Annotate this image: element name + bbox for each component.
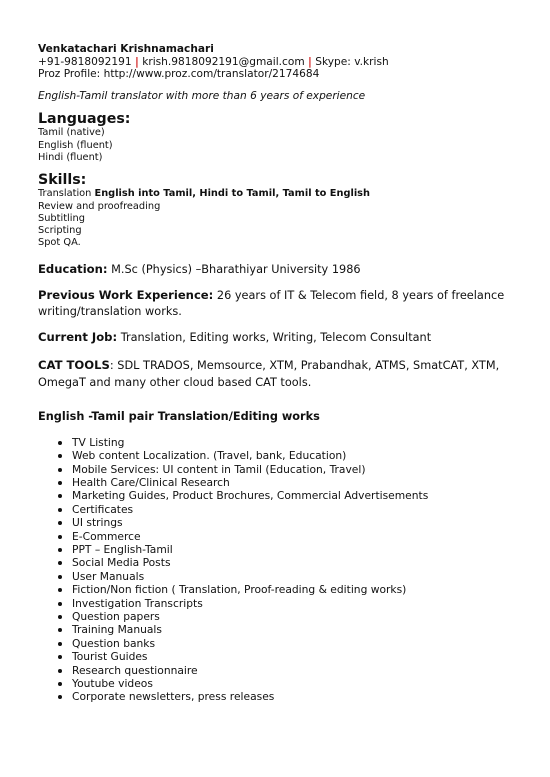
list-item <box>38 556 518 569</box>
works-list <box>38 436 518 704</box>
list-item-text: Question banks <box>72 636 156 650</box>
list-item-text: User Manuals <box>72 569 145 583</box>
list-item-text: Web content Localization. (Travel, bank, Education) <box>72 449 347 463</box>
skill-item: Review and proofreading <box>38 200 161 212</box>
bullet-icon <box>58 695 62 699</box>
separator-1: | <box>134 55 139 68</box>
bullet-icon <box>58 481 62 485</box>
list-item <box>38 690 518 703</box>
list-item <box>38 543 518 556</box>
list-item <box>38 449 518 462</box>
list-item-text: Certificates <box>72 502 134 516</box>
list-item-text: UI strings <box>72 516 123 530</box>
bullet-icon <box>58 602 62 606</box>
language-item: Tamil (native) <box>38 127 105 139</box>
bullet-icon <box>58 494 62 498</box>
translation-prefix: Translation <box>38 188 92 200</box>
current-job-value: Translation, Editing works, Writing, Telecom Consultant <box>120 331 432 345</box>
list-item <box>38 436 518 449</box>
list-item-text: Tourist Guides <box>72 650 148 664</box>
current-job-line <box>38 330 518 346</box>
experience-value: 26 years of IT & Telecom field, 8 years of freelance writing/translation works. <box>38 289 505 318</box>
list-item-text: Training Manuals <box>72 623 162 637</box>
list-item-text: Youtube videos <box>72 677 153 691</box>
list-item-text: Fiction/Non fiction ( Translation, Proof-reading & editing works) <box>72 583 407 597</box>
bullet-icon <box>58 669 62 673</box>
education-label: Education: <box>38 261 108 276</box>
bullet-icon <box>58 642 62 646</box>
experience-label: Previous Work Experience: <box>38 288 214 303</box>
skills-heading: Skills: <box>38 172 87 189</box>
bullet-icon <box>58 441 62 445</box>
bullet-icon <box>58 615 62 619</box>
skill-item: Spot QA. <box>38 237 81 249</box>
list-item-text: Research questionnaire <box>72 663 198 677</box>
list-item <box>38 583 518 596</box>
bullet-icon <box>58 468 62 472</box>
list-item-text: Corporate newsletters, press releases <box>72 690 275 704</box>
skype-id: Skype: v.krish <box>315 55 389 68</box>
education-value: M.Sc (Physics) –Bharathiyar University 1986 <box>111 262 361 276</box>
contact-line <box>38 56 518 69</box>
bullet-icon <box>58 628 62 632</box>
cat-tools-label: CAT TOOLS <box>38 357 110 372</box>
list-item <box>38 516 518 529</box>
skill-item: Scripting <box>38 225 82 237</box>
list-item-text: Mobile Services: UI content in Tamil (Education, Travel) <box>72 462 366 476</box>
language-item: Hindi (fluent) <box>38 151 103 163</box>
languages-heading: Languages: <box>38 111 131 128</box>
bullet-icon <box>58 548 62 552</box>
list-item <box>38 677 518 690</box>
bullet-icon <box>58 508 62 512</box>
resume-page <box>38 43 518 704</box>
list-item-text: Social Media Posts <box>72 556 171 570</box>
bullet-icon <box>58 454 62 458</box>
list-item <box>38 570 518 583</box>
list-item-text: TV Listing <box>72 435 125 449</box>
list-item <box>38 489 518 502</box>
list-item <box>38 597 518 610</box>
bullet-icon <box>58 682 62 686</box>
list-item-text: PPT – English-Tamil <box>72 543 173 556</box>
list-item <box>38 623 518 636</box>
cat-tools-line <box>38 357 518 391</box>
bullet-icon <box>58 575 62 579</box>
list-item <box>38 664 518 677</box>
translation-skill <box>38 188 518 200</box>
bullet-icon <box>58 521 62 525</box>
bullet-icon <box>58 588 62 592</box>
list-item <box>38 637 518 650</box>
list-item-text: Marketing Guides, Product Brochures, Commercial Advertisements <box>72 489 429 503</box>
list-item-text: E-Commerce <box>72 529 141 543</box>
language-item: English (fluent) <box>38 139 113 151</box>
works-heading: English -Tamil pair Translation/Editing works <box>38 409 320 423</box>
list-item-text: Question papers <box>72 610 160 624</box>
tagline: English-Tamil translator with more than 6 years of experience <box>38 89 366 102</box>
email-address: krish.9818092191@gmail.com <box>142 55 305 68</box>
bullet-icon <box>58 655 62 659</box>
list-item-text: Investigation Transcripts <box>72 596 203 610</box>
current-job-label: Current Job: <box>38 330 118 345</box>
proz-profile: Proz Profile: http://www.proz.com/translator/2174684 <box>38 68 320 81</box>
cat-tools-value: : SDL TRADOS, Memsource, XTM, Prabandhak, ATMS, SmatCAT, XTM, OmegaT and many other cloud based CAT tools. <box>38 358 500 389</box>
list-item <box>38 503 518 516</box>
list-item-text: Health Care/Clinical Research <box>72 475 230 489</box>
list-item <box>38 463 518 476</box>
education-line <box>38 262 518 278</box>
candidate-name: Venkatachari Krishnamachari <box>38 43 214 55</box>
list-item <box>38 650 518 663</box>
bullet-icon <box>58 561 62 565</box>
separator-2: | <box>308 55 312 68</box>
experience-line <box>38 288 518 319</box>
translation-pairs: English into Tamil, Hindi to Tamil, Tamil to English <box>94 188 370 200</box>
skill-item: Subtitling <box>38 212 85 224</box>
list-item <box>38 610 518 623</box>
phone-number: +91-9818092191 <box>38 55 132 68</box>
bullet-icon <box>58 535 62 539</box>
list-item <box>38 530 518 543</box>
list-item <box>38 476 518 489</box>
